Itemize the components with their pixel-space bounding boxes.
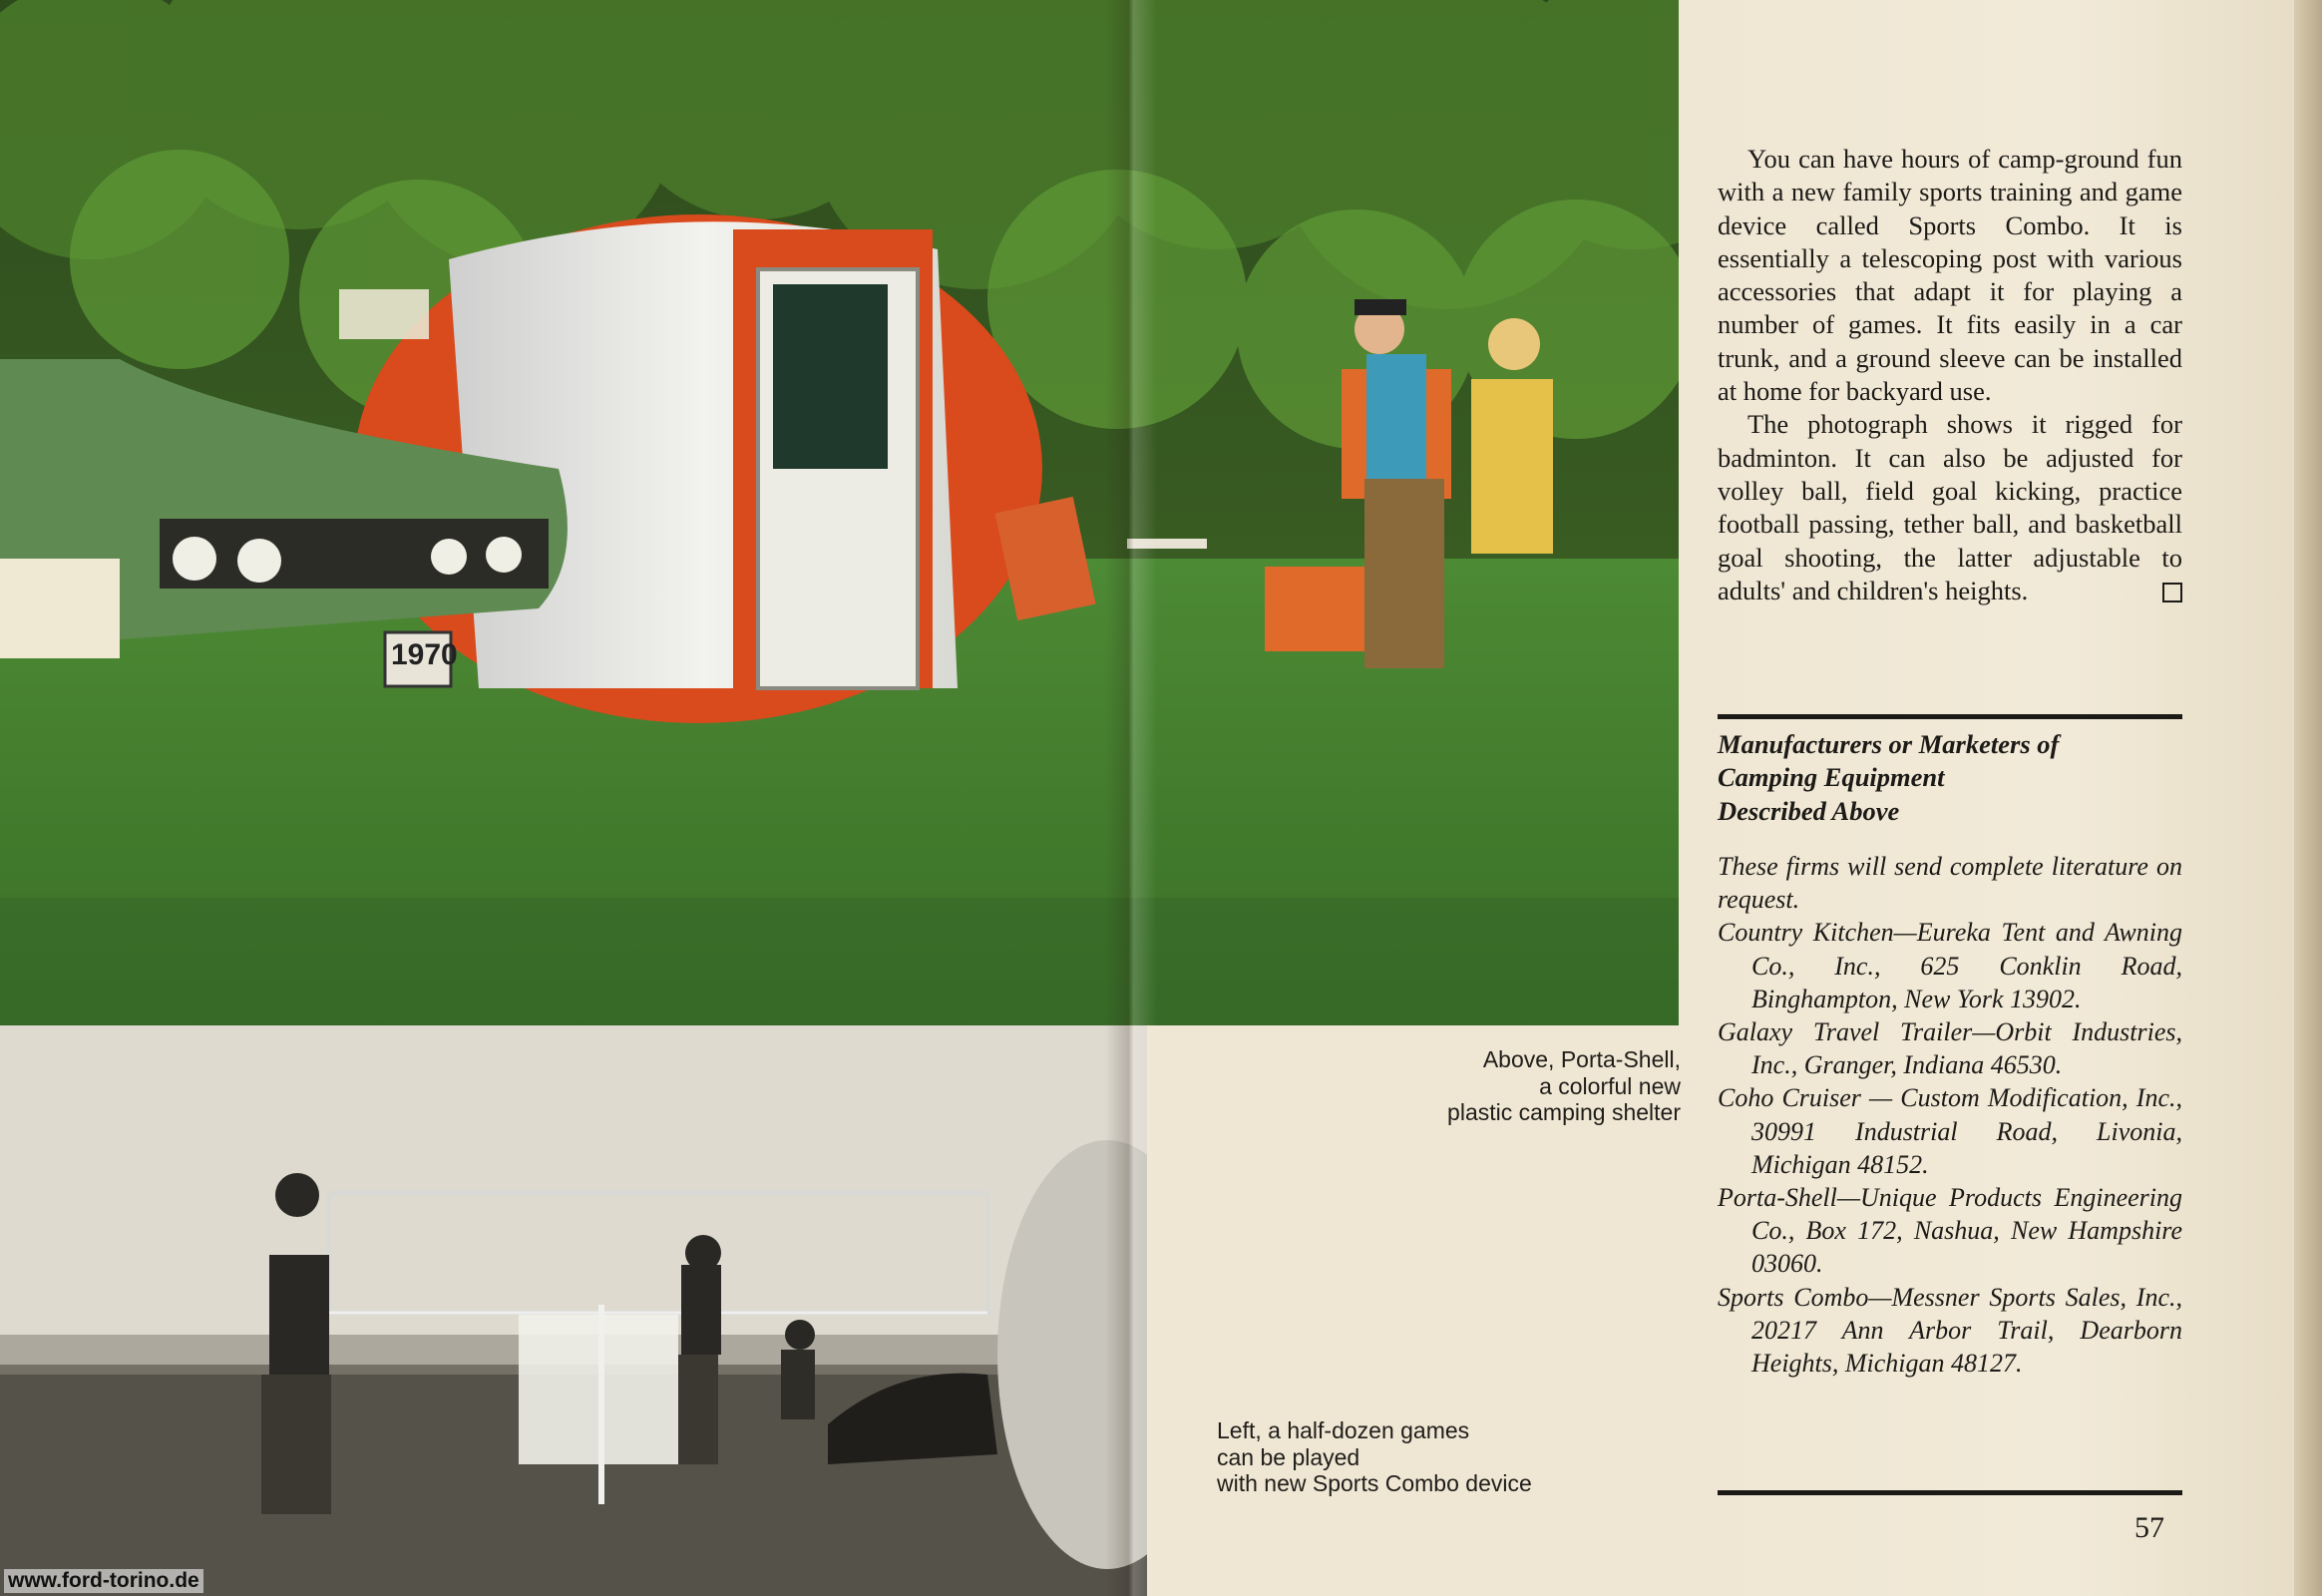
article-paragraph: [1718, 408, 2182, 607]
page-edge: [2294, 0, 2322, 1596]
sidebar-bottom-rule: [1718, 1490, 2182, 1495]
sports-combo-bw-photo: [0, 1025, 1147, 1596]
manufacturer-entry: Porta-Shell—Unique Products Engineering Co., Box 172, Nashua, New Hampshire 03060.: [1718, 1183, 2182, 1279]
caption-line: Left, a half-dozen games: [1217, 1417, 1470, 1443]
sidebar-intro: These firms will send complete literature on request.: [1718, 852, 2182, 915]
manufacturer-list: [1718, 850, 2182, 1380]
article-paragraph-text: The photograph shows it rigged for badminton. It can also be adjusted for volley ball, field goal kicking, practice football passing, tether ball, and basketball goal shooting, the latter adjustable to adults' and children's heights.: [1718, 409, 2182, 605]
sidebar-heading-line: Manufacturers or Marketers of: [1718, 729, 2060, 759]
sidebar-top-rule: [1718, 714, 2182, 719]
manufacturer-entry: Sports Combo—Messner Sports Sales, Inc., 20217 Ann Arbor Trail, Dearborn Heights, Michigan 48127.: [1718, 1282, 2182, 1379]
porta-shell-color-photo: [0, 0, 1679, 1025]
manufacturer-entry: Country Kitchen—Eureka Tent and Awning Co., Inc., 625 Conklin Road, Binghampton, New York 13902.: [1718, 918, 2182, 1013]
caption-line: plastic camping shelter: [1447, 1099, 1681, 1125]
page-number: 57: [2134, 1511, 2164, 1544]
manufacturer-entry: Coho Cruiser — Custom Modification, Inc., 30991 Industrial Road, Livonia, Michigan 48152.: [1718, 1083, 2182, 1179]
manufacturer-entry: Galaxy Travel Trailer—Orbit Industries, Inc., Granger, Indiana 46530.: [1718, 1017, 2182, 1080]
sidebar-heading-line: Described Above: [1718, 795, 1900, 826]
caption-sports-combo: [1217, 1417, 1646, 1497]
sidebar-heading: [1718, 728, 2182, 828]
article-body: [1718, 143, 2182, 607]
caption-line: with new Sports Combo device: [1217, 1470, 1532, 1496]
caption-porta-shell: [1327, 1046, 1681, 1126]
caption-line: a colorful new: [1539, 1072, 1681, 1099]
article-paragraph: You can have hours of camp-ground fun with a new family sports training and game device called Sports Combo. It is essentially a telescoping post with various accessories that adapt it for playing a number of games. It fits easily in a car trunk, and a ground sleeve can be installed at home for backyard use.: [1718, 144, 2182, 407]
caption-line: can be played: [1217, 1443, 1360, 1470]
site-watermark: www.ford-torino.de: [4, 1569, 203, 1593]
sidebar-heading-line: Camping Equipment: [1718, 762, 1945, 793]
end-mark-icon: [2162, 583, 2182, 602]
caption-line: Above, Porta-Shell,: [1482, 1046, 1681, 1072]
license-plate-text: 1970: [391, 638, 458, 671]
